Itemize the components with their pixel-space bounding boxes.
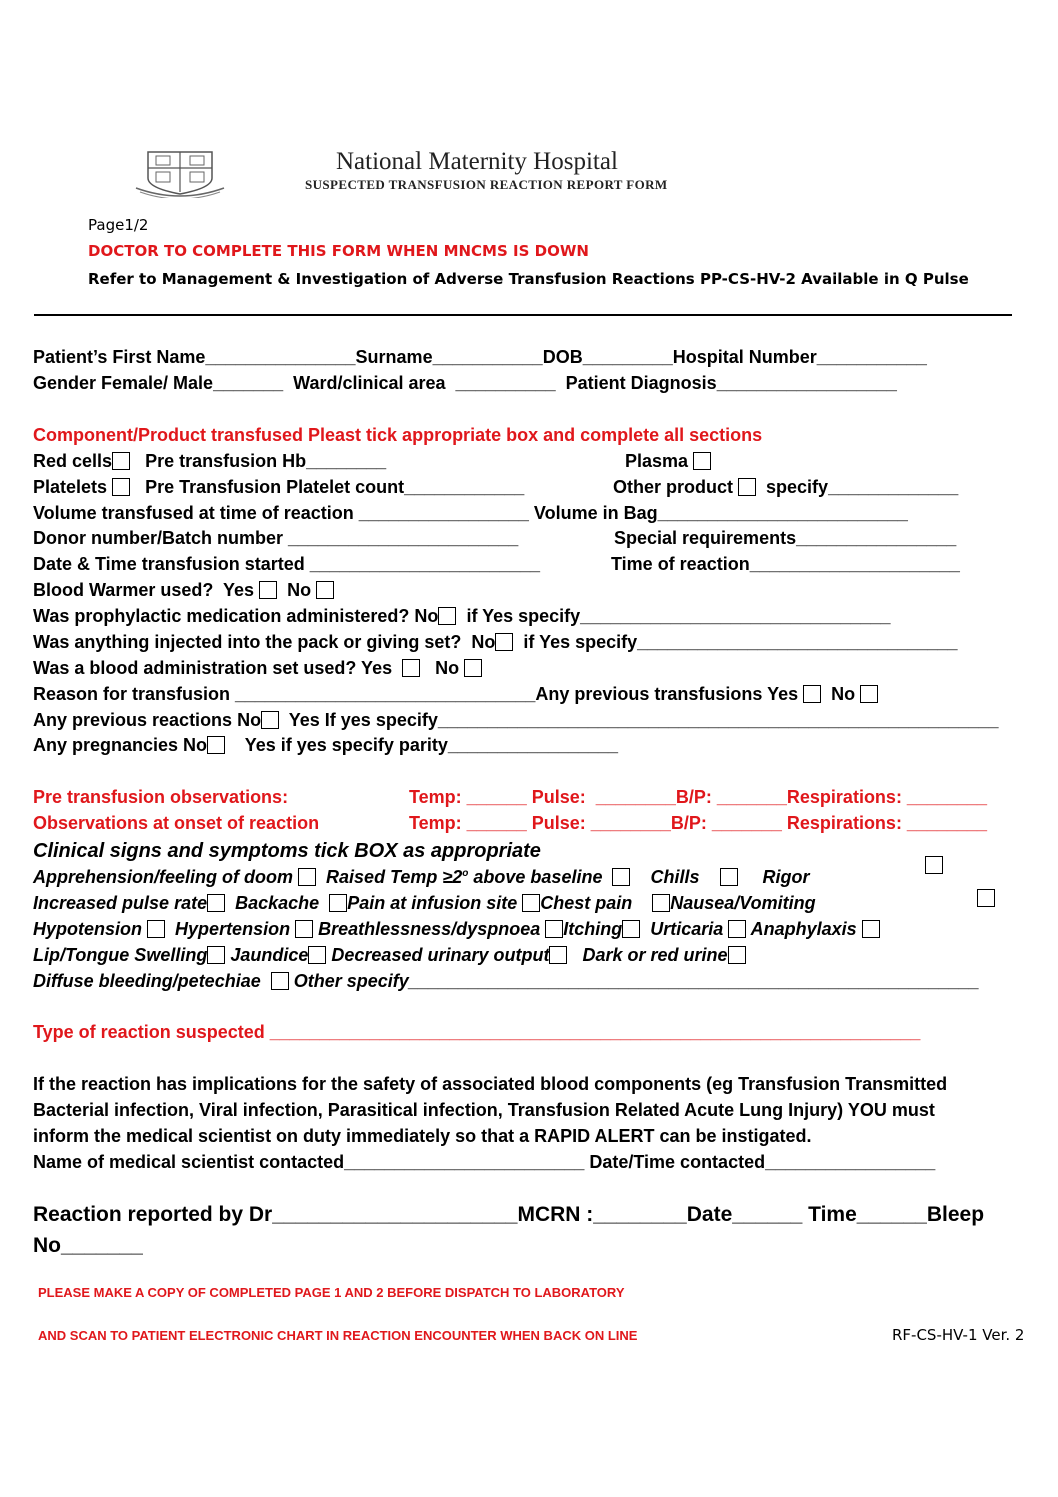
prophylactic-row — [33, 606, 891, 627]
backache-checkbox[interactable] — [329, 894, 347, 912]
itching-label: Itching — [563, 919, 623, 939]
implications-line-1: If the reaction has implications for the safety of associated blood components (eg Transfusion Transmitted — [33, 1074, 948, 1094]
diffuse-bleeding-label: Diffuse bleeding/petechiae — [33, 971, 261, 991]
hypertension-label: Hypertension — [175, 919, 291, 939]
plasma-label: Plasma — [625, 451, 689, 471]
reason-row — [33, 684, 878, 705]
raised-temp-rest: above baseline — [468, 867, 603, 887]
chest-pain-label: Chest pain — [540, 893, 633, 913]
reference-text: Refer to Management & Investigation of Adverse Transfusion Reactions PP-CS-HV-2 Available in Q Pulse — [88, 270, 969, 288]
other-specify-field: Other specify_________________________________________________________ — [293, 971, 980, 991]
previous-transfusions-no-checkbox[interactable] — [860, 685, 878, 703]
admin-set-question: Was a blood administration set used? Yes — [33, 658, 393, 678]
pregnancies-label: Any pregnancies No — [33, 735, 208, 755]
apprehension-checkbox[interactable] — [298, 868, 316, 886]
chills-checkbox[interactable] — [720, 868, 738, 886]
pregnancies-specify: Yes if yes specify parity_________________ — [244, 735, 619, 755]
lip-swelling-checkbox[interactable] — [207, 946, 225, 964]
reason-field: Reason for transfusion ______________________________ — [33, 684, 536, 704]
red-cells-row — [33, 451, 386, 472]
symptoms-row-5 — [33, 971, 979, 992]
volume-row: Volume transfused at time of reaction _________________ Volume in Bag_________________________ — [33, 503, 908, 523]
header-divider — [34, 314, 1012, 316]
symptoms-row-1 — [33, 867, 830, 888]
apprehension-label: Apprehension/feeling of doom — [33, 867, 293, 887]
rigor-label: Rigor — [762, 867, 810, 887]
symptoms-row-4 — [33, 945, 746, 966]
platelets-checkbox[interactable] — [112, 478, 130, 496]
pregnancies-row — [33, 735, 618, 756]
backache-label: Backache — [235, 893, 320, 913]
blood-warmer-no-checkbox[interactable] — [316, 581, 334, 599]
urinary-output-label: Decreased urinary output — [331, 945, 550, 965]
clinical-signs-heading: Clinical signs and symptoms tick BOX as appropriate — [33, 840, 541, 862]
previous-transfusions-label: Any previous transfusions Yes — [535, 684, 799, 704]
injected-row — [33, 632, 958, 653]
hospital-name: National Maternity Hospital — [336, 148, 618, 175]
pulse-rate-label: Increased pulse rate — [33, 893, 208, 913]
urticaria-label: Urticaria — [650, 919, 724, 939]
urticaria-checkbox[interactable] — [728, 920, 746, 938]
injected-specify: if Yes specify________________________________ — [523, 632, 958, 652]
blood-warmer-no-label: No — [287, 580, 312, 600]
urinary-output-checkbox[interactable] — [549, 946, 567, 964]
platelets-label: Platelets — [33, 477, 108, 497]
platelets-row — [33, 477, 524, 498]
pregnancies-no-checkbox[interactable] — [207, 736, 225, 754]
prophylactic-question: Was prophylactic medication administered? No — [33, 606, 439, 626]
blood-warmer-yes-checkbox[interactable] — [259, 581, 277, 599]
symptoms-row-3 — [33, 919, 880, 940]
onset-observations-values: Temp: ______ Pulse: ________B/P: _______ Respirations: ________ — [409, 813, 988, 833]
nausea-label: Nausea/Vomiting — [670, 893, 816, 913]
injected-question: Was anything injected into the pack or giving set? No — [33, 632, 496, 652]
breathlessness-label: Breathlessness/dyspnoea — [318, 919, 541, 939]
diffuse-bleeding-checkbox[interactable] — [271, 972, 289, 990]
chest-pain-checkbox[interactable] — [652, 894, 670, 912]
anaphylaxis-checkbox[interactable] — [862, 920, 880, 938]
plasma-checkbox[interactable] — [693, 452, 711, 470]
red-cells-checkbox[interactable] — [112, 452, 130, 470]
special-requirements-field: Special requirements________________ — [614, 528, 957, 548]
other-product-specify: specify_____________ — [766, 477, 959, 497]
raised-temp-label: Raised Temp ≥2 — [326, 867, 463, 887]
onset-observations-label: Observations at onset of reaction — [33, 813, 320, 833]
raised-temp-degree: o — [462, 868, 469, 879]
injected-no-checkbox[interactable] — [495, 633, 513, 651]
breathlessness-checkbox[interactable] — [545, 920, 563, 938]
prophylactic-no-checkbox[interactable] — [438, 607, 456, 625]
jaundice-label: Jaundice — [230, 945, 309, 965]
pre-hb-field: Pre transfusion Hb________ — [145, 451, 387, 471]
previous-transfusions-yes-checkbox[interactable] — [803, 685, 821, 703]
raised-temp-checkbox[interactable] — [612, 868, 630, 886]
pain-infusion-label: Pain at infusion site — [347, 893, 518, 913]
patient-line-1: Patient’s First Name_______________Surname___________DOB_________Hospital Number___________ — [33, 347, 927, 367]
admin-set-no-checkbox[interactable] — [464, 659, 482, 677]
hypotension-checkbox[interactable] — [147, 920, 165, 938]
page-number: Page1/2 — [88, 216, 149, 234]
form-subtitle: SUSPECTED TRANSFUSION REACTION REPORT FORM — [305, 177, 668, 192]
plasma-row — [625, 451, 711, 472]
reported-by-line-2: No_______ — [33, 1234, 143, 1257]
reported-by-line-1: Reaction reported by Dr_____________________MCRN :________Date______ Time______Bleep — [33, 1203, 985, 1226]
rigor-checkbox[interactable] — [925, 856, 943, 874]
admin-set-no-label: No — [435, 658, 460, 678]
pain-infusion-checkbox[interactable] — [522, 894, 540, 912]
hypertension-checkbox[interactable] — [295, 920, 313, 938]
other-product-row — [613, 477, 958, 498]
date-time-started-field: Date & Time transfusion started _______________________ — [33, 554, 540, 574]
implications-line-3: inform the medical scientist on duty immediately so that a RAPID ALERT can be instigated. — [33, 1126, 812, 1146]
chills-label: Chills — [650, 867, 700, 887]
hypotension-label: Hypotension — [33, 919, 143, 939]
anaphylaxis-label: Anaphylaxis — [750, 919, 857, 939]
hospital-crest-logo — [134, 148, 226, 198]
pre-platelet-field: Pre Transfusion Platelet count____________ — [145, 477, 525, 497]
itching-checkbox[interactable] — [622, 920, 640, 938]
dark-urine-checkbox[interactable] — [728, 946, 746, 964]
patient-line-2: Gender Female/ Male_______ Ward/clinical area __________ Patient Diagnosis__________________ — [33, 373, 897, 393]
previous-reactions-no-checkbox[interactable] — [261, 711, 279, 729]
jaundice-checkbox[interactable] — [308, 946, 326, 964]
dark-urine-label: Dark or red urine — [582, 945, 728, 965]
lip-swelling-label: Lip/Tongue Swelling — [33, 945, 208, 965]
previous-transfusions-no-label: No — [831, 684, 856, 704]
form-version: RF-CS-HV-1 Ver. 2 — [892, 1326, 1025, 1344]
other-product-checkbox[interactable] — [738, 478, 756, 496]
pre-transfusion-observations-label: Pre transfusion observations: — [33, 787, 289, 807]
pre-transfusion-observations-values: Temp: ______ Pulse: ________B/P: _______Respirations: ________ — [409, 787, 988, 807]
symptoms-row-2 — [33, 893, 816, 914]
blood-warmer-question: Blood Warmer used? Yes — [33, 580, 255, 600]
footer-note-2: AND SCAN TO PATIENT ELECTRONIC CHART IN REACTION ENCOUNTER WHEN BACK ON LINE — [38, 1328, 638, 1343]
prophylactic-specify: if Yes specify_______________________________ — [466, 606, 891, 626]
medical-scientist-field: Name of medical scientist contacted________________________ Date/Time contacted_________________ — [33, 1152, 936, 1172]
admin-set-row — [33, 658, 482, 679]
blood-warmer-row — [33, 580, 334, 601]
donor-number-field: Donor number/Batch number _______________________ — [33, 528, 519, 548]
previous-reactions-row — [33, 710, 998, 731]
implications-line-2: Bacterial infection, Viral infection, Parasitical infection, Transfusion Related Acute Lung Injury) YOU must — [33, 1100, 935, 1120]
previous-reactions-specify: Yes If yes specify________________________________________________________ — [288, 710, 999, 730]
component-heading: Component/Product transfused Pleast tick appropriate box and complete all sections — [33, 425, 763, 445]
reaction-type-field: Type of reaction suspected _________________________________________________________________ — [33, 1022, 921, 1042]
red-cells-label: Red cells — [33, 451, 113, 471]
pulse-rate-checkbox[interactable] — [207, 894, 225, 912]
other-product-label: Other product — [613, 477, 733, 497]
instruction-text: DOCTOR TO COMPLETE THIS FORM WHEN MNCMS IS DOWN — [88, 242, 589, 260]
previous-reactions-label: Any previous reactions No — [33, 710, 262, 730]
time-of-reaction-field: Time of reaction_____________________ — [611, 554, 960, 574]
admin-set-yes-checkbox[interactable] — [402, 659, 420, 677]
nausea-checkbox[interactable] — [977, 889, 995, 907]
footer-note-1: PLEASE MAKE A COPY OF COMPLETED PAGE 1 AND 2 BEFORE DISPATCH TO LABORATORY — [38, 1285, 625, 1300]
